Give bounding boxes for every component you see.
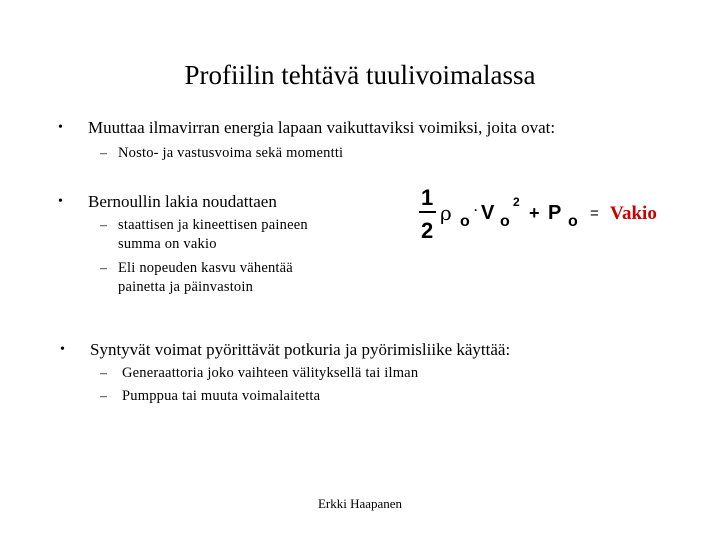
sub-item-1-1: Nosto- ja vastusvoima sekä momentti bbox=[118, 145, 344, 161]
sub-item-2-2-line-1: Eli nopeuden kasvu vähentää bbox=[118, 260, 293, 276]
fraction-denominator: 2 bbox=[421, 218, 434, 243]
bullet-text-2: Bernoullin lakia noudattaen bbox=[88, 192, 277, 211]
constant-label: Vakio bbox=[610, 203, 657, 224]
velocity-subscript: o bbox=[500, 213, 510, 230]
plus-sign: + bbox=[529, 203, 540, 223]
rho-symbol: ρ bbox=[440, 201, 452, 225]
sub-dash: – bbox=[100, 389, 107, 404]
equals-sign: = bbox=[590, 205, 599, 222]
velocity-exponent: 2 bbox=[513, 195, 520, 209]
slide-title: Profiilin tehtävä tuulivoimalassa bbox=[184, 60, 536, 90]
sub-item-2-2-line-2: painetta ja päinvastoin bbox=[118, 279, 254, 295]
sub-dash: – bbox=[100, 366, 107, 381]
sub-item-3-1: Generaattoria joko vaihteen välityksellä tai ilman bbox=[122, 365, 419, 381]
bullet-text-1: Muuttaa ilmavirran energia lapaan vaikuttaviksi voimiksi, joita ovat: bbox=[88, 118, 556, 137]
velocity-symbol: V bbox=[481, 202, 495, 224]
bullet-marker: • bbox=[58, 120, 63, 135]
bullet-marker: • bbox=[60, 342, 65, 357]
pressure-symbol: P bbox=[548, 202, 562, 224]
sub-item-2-1-line-2: summa on vakio bbox=[118, 236, 217, 252]
sub-item-2-1-line-1: staattisen ja kineettisen paineen bbox=[118, 217, 308, 233]
sub-dash: – bbox=[100, 261, 107, 276]
rho-subscript: o bbox=[460, 213, 470, 230]
pressure-subscript: o bbox=[568, 213, 578, 230]
sub-dash: – bbox=[100, 146, 107, 161]
bullet-marker: • bbox=[58, 194, 63, 209]
multiply-dot: · bbox=[474, 203, 478, 217]
sub-dash: – bbox=[100, 218, 107, 233]
footer-author: Erkki Haapanen bbox=[317, 496, 403, 511]
fraction-numerator: 1 bbox=[421, 185, 434, 210]
sub-item-3-2: Pumppua tai muuta voimalaitetta bbox=[122, 388, 321, 404]
bullet-text-3: Syntyvät voimat pyörittävät potkuria ja pyörimisliike käyttää: bbox=[90, 340, 511, 359]
